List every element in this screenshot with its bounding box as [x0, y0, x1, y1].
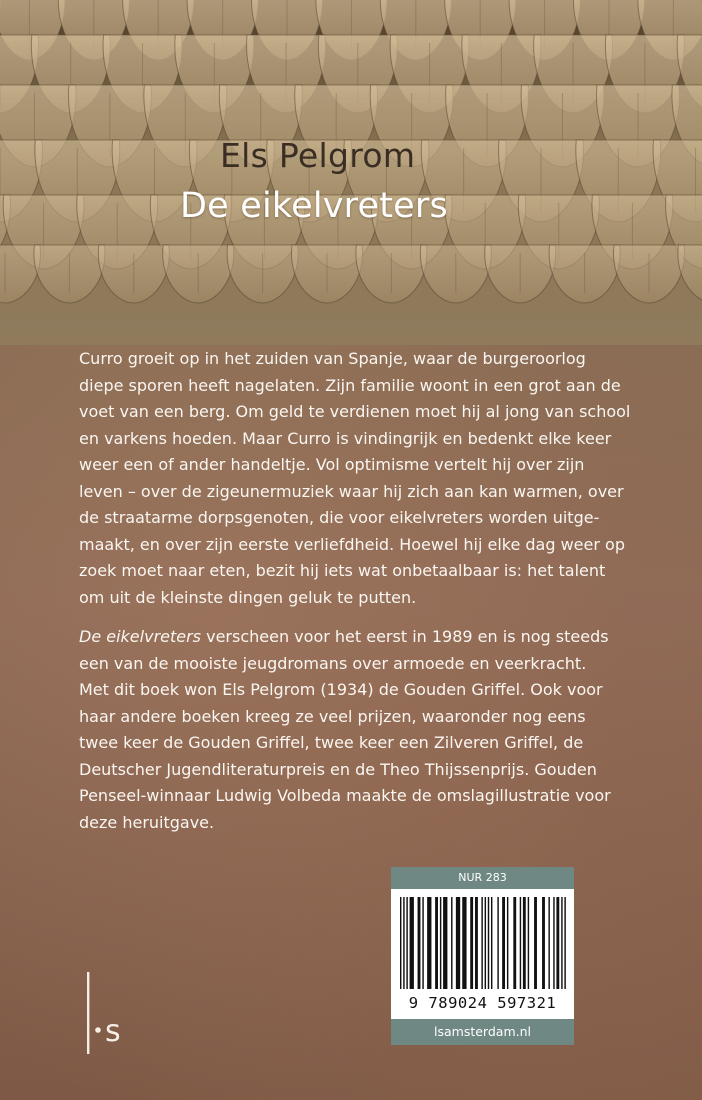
blurb-line: en varkens hoeden. Maar Curro is vindingrijk en bedenkt elke keer [79, 428, 612, 448]
blurb-paragraph [79, 346, 679, 611]
book-title: De eikelvreters [180, 186, 448, 226]
barcode-bar [435, 897, 438, 989]
blurb-line: om uit de kleinste dingen geluk te putten. [79, 587, 417, 607]
about-paragraph [79, 624, 679, 836]
barcode-bar [422, 897, 423, 989]
about-line [79, 757, 679, 784]
logo-dot [95, 1027, 101, 1033]
barcode-bar [502, 897, 505, 989]
isbn-barcode [400, 897, 566, 989]
barcode-bar [406, 897, 407, 989]
barcode-bar [528, 897, 529, 989]
italic-title: De eikelvreters [79, 627, 202, 646]
author-name: Els Pelgrom [220, 136, 416, 175]
about-line-text: haar andere boeken kreeg ze veel prijzen, waaronder nog eens [79, 706, 586, 726]
blurb-line: weer een of ander handeltje. Vol optimisme vertelt hij over zijn [79, 455, 585, 474]
barcode-bar [564, 897, 565, 989]
logo-bar [87, 972, 89, 1054]
barcode-bar [456, 897, 460, 989]
blurb-line: leven – over de zigeunermuziek waar hij zich aan kan warmen, over [79, 481, 624, 501]
barcode-bar [485, 897, 486, 989]
barcode-bar [470, 897, 473, 989]
about-line-text: deze heruitgave. [79, 812, 215, 832]
blurb-line: zoek moet naar eten, bezit hij iets wat onbetaalbaar is: het talent [79, 561, 606, 580]
logo-letter: s [105, 1014, 121, 1049]
barcode-bar [488, 897, 489, 989]
about-line-text: Met dit boek won Els Pelgrom (1934) de Gouden Griffel. Ook voor [79, 680, 603, 699]
blurb-line: diepe sporen heeft nagelaten. Zijn familie woont in een grot aan de [79, 375, 621, 395]
about-line [79, 704, 679, 731]
barcode-bar [451, 897, 452, 989]
about-line [79, 651, 679, 678]
blurb-line: voet van een berg. Om geld te verdienen moet hij al jong van school [79, 402, 631, 421]
barcode-bar [462, 897, 466, 989]
about-line-text: verscheen voor het eerst in 1989 en is nog steeds [201, 627, 609, 646]
barcode-bar [491, 897, 492, 989]
barcode-bar [403, 897, 404, 989]
barcode-bar [481, 897, 482, 989]
barcode-panel [391, 867, 574, 1045]
barcode-bar [443, 897, 447, 989]
barcode-bar [513, 897, 516, 989]
about-line-text: twee keer de Gouden Griffel, twee keer een Zilveren Griffel, de [79, 733, 584, 752]
about-line-text: een van de mooiste jeugdromans over armoede en veerkracht. [79, 653, 587, 673]
blurb-line: de straatarme dorpsgenoten, die voor eikelvreters worden uitge- [79, 508, 600, 527]
isbn-number: 9 789024 597321 [408, 994, 557, 1012]
about-line-text: Deutscher Jugendliteraturpreis en de Theo Thijssenprijs. Gouden [79, 759, 597, 779]
barcode-bar [542, 897, 545, 989]
barcode-bar [440, 897, 441, 989]
barcode-bar [553, 897, 554, 989]
barcode-bar [418, 897, 421, 989]
publisher-logo [87, 972, 137, 1054]
blurb-line: maakt, en over zijn eerste verliefdheid. Hoewel hij elke dag weer op [79, 534, 625, 554]
about-line [79, 624, 679, 651]
barcode-bar [520, 897, 521, 989]
barcode-bar [534, 897, 537, 989]
about-line [79, 677, 679, 704]
nur-code: NUR 283 [391, 867, 574, 889]
about-line [79, 810, 679, 837]
about-line [79, 730, 679, 757]
barcode-bar [561, 897, 562, 989]
about-line-text: Penseel-winnaar Ludwig Volbeda maakte de omslagillustratie voor [79, 786, 611, 805]
about-line [79, 783, 679, 810]
barcode-bar [497, 897, 498, 989]
barcode-bar [410, 897, 414, 989]
barcode-bar [427, 897, 431, 989]
barcode-bar [507, 897, 508, 989]
barcode-bar [548, 897, 549, 989]
publisher-website: lsamsterdam.nl [391, 1019, 574, 1045]
barcode-bar [556, 897, 559, 989]
barcode-bar [400, 897, 401, 989]
barcode-bar [523, 897, 526, 989]
barcode-bar [475, 897, 478, 989]
blurb-line: Curro groeit op in het zuiden van Spanje, waar de burgeroorlog [79, 349, 586, 368]
